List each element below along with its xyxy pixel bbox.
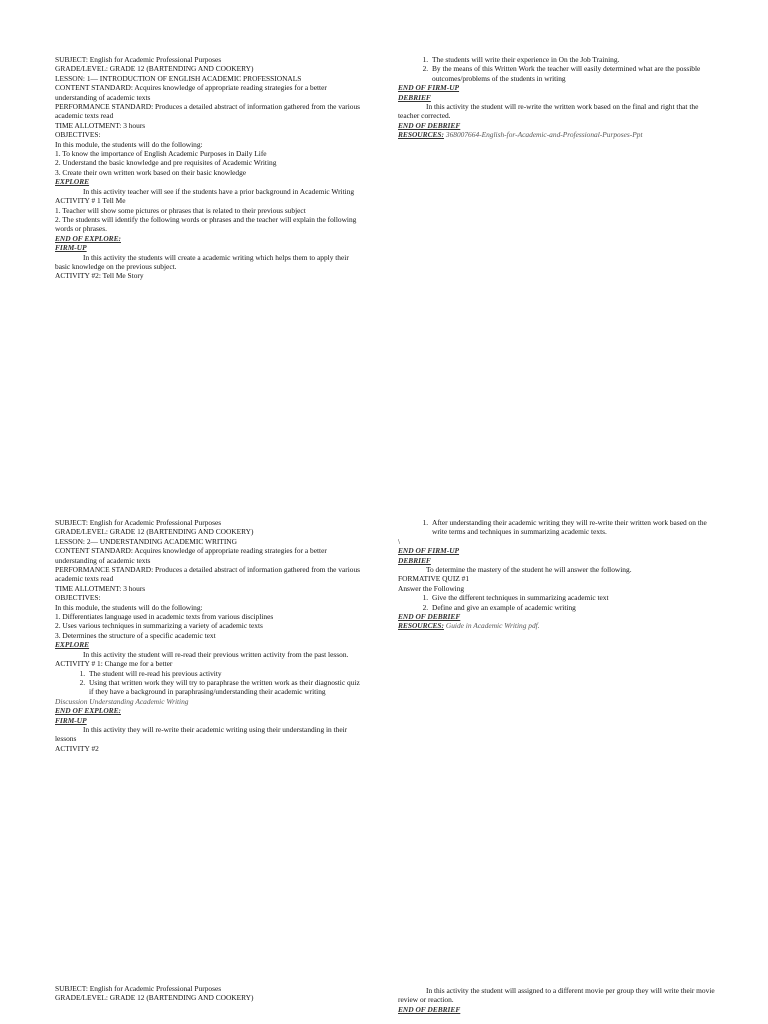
page1-left-column: [55, 55, 365, 281]
list-item: 1. Give the different techniques in summarizing academic text: [430, 593, 716, 602]
objectives-intro: In this module, the students will do the following:: [55, 602, 203, 612]
resources-line: [398, 621, 716, 630]
resources-value: Guide in Academic Writing pdf.: [445, 621, 540, 631]
firmup-text: In this activity the students will create a academic writing which helps them to apply their basic knowledge on the previous subject.: [55, 252, 349, 271]
quiz-title: FORMATIVE QUIZ #1: [398, 574, 470, 584]
page2-right-column: [398, 518, 716, 631]
resources-label: RESOURCES:: [398, 621, 445, 631]
quiz-intro: Answer the Following: [398, 583, 465, 593]
end-debrief: END OF DEBRIEF: [398, 120, 461, 130]
end-debrief: END OF DEBRIEF: [398, 612, 461, 622]
page2-left-column: [55, 518, 365, 753]
activity1-item: 2. The students will identify the following words or phrases and the teacher will explain the following words or phrases.: [55, 214, 357, 234]
quiz-list: [398, 593, 716, 612]
firmup-heading: FIRM-UP: [55, 243, 87, 253]
activity2-title: ACTIVITY #2: Tell Me Story: [55, 271, 144, 281]
grade-line: GRADE/LEVEL: GRADE 12 (BARTENDING AND COOKERY): [55, 64, 254, 74]
resources-label: RESOURCES:: [398, 130, 445, 140]
objective-item: 1. Differentiates language used in academic texts from various disciplines: [55, 612, 274, 622]
objectives-title: OBJECTIVES:: [55, 130, 101, 140]
objective-item: 3. Create their own written work based on their basic knowledge: [55, 167, 247, 177]
objectives-intro: In this module, the students will do the following:: [55, 139, 203, 149]
page3-left-column: [55, 984, 365, 1003]
firmup-text: In this activity they will re-write their academic writing using their understanding in their lessons: [55, 724, 348, 744]
subject-line: SUBJECT: English for Academic Professional Purposes: [55, 518, 222, 527]
objective-item: 1. To know the importance of English Academic Purposes in Daily Life: [55, 149, 267, 159]
activity1-item: 1. Teacher will show some pictures or phrases that is related to their previous subject: [55, 205, 306, 215]
explore-text: In this activity teacher will see if the students have a prior background in Academic Writing: [83, 186, 355, 196]
lesson-title: LESSON: 1— INTRODUCTION OF ENGLISH ACADEMIC PROFESSIONALS: [55, 73, 302, 83]
debrief-text: In this activity the student will re-write the written work based on the final and right that the teacher corrected.: [398, 102, 699, 121]
resources-line: [398, 130, 710, 139]
activity1-title: ACTIVITY # 1: Change me for a better: [55, 659, 173, 669]
resources-value: 368007664-English-for-Academic-and-Professional-Purposes-Ppt: [445, 130, 643, 140]
rewrite-list: [398, 518, 716, 537]
page3-right-column: [398, 986, 716, 1014]
lesson-title: LESSON: 2— UNDERSTANDING ACADEMIC WRITING: [55, 536, 237, 546]
end-firmup: END OF FIRM-UP: [398, 83, 460, 93]
debrief-heading: DEBRIEF: [398, 555, 431, 565]
firmup-heading: FIRM-UP: [55, 715, 87, 725]
list-item: 2. By the means of this Written Work the teacher will easily determined what are the possible outcomes/problems of the students in writing: [430, 64, 710, 83]
time-allotment: TIME ALLOTMENT: 3 hours: [55, 120, 146, 130]
end-explore: END OF EXPLORE:: [55, 706, 121, 716]
performance-standard: PERFORMANCE STANDARD: Produces a detailed abstract of information gathered from the various academic texts read: [55, 102, 361, 121]
objective-item: 2. Understand the basic knowledge and pre requisites of Academic Writing: [55, 158, 277, 168]
objective-item: 2. Uses various techniques in summarizing a variety of academic texts: [55, 621, 263, 631]
end-explore: END OF EXPLORE:: [55, 233, 121, 243]
content-standard: CONTENT STANDARD: Acquires knowledge of appropriate reading strategies for a better understanding of academic texts: [55, 546, 327, 565]
activity1-title: ACTIVITY # 1 Tell Me: [55, 196, 126, 206]
explore-heading: EXPLORE: [55, 640, 90, 650]
objectives-title: OBJECTIVES:: [55, 593, 101, 603]
content-standard: CONTENT STANDARD: Acquires knowledge of appropriate reading strategies for a better understanding of academic texts: [55, 83, 327, 102]
debrief-heading: DEBRIEF: [398, 92, 431, 102]
subject-line: SUBJECT: English for Academic Professional Purposes: [55, 984, 222, 993]
explore-heading: EXPLORE: [55, 177, 90, 187]
discussion-note: Discussion Understanding Academic Writing: [55, 696, 189, 706]
explore-text: In this activity the student will re-read their previous written activity from the past lesson.: [83, 649, 349, 659]
activity2-title: ACTIVITY #2: [55, 743, 99, 753]
activity1-list: [55, 669, 365, 697]
time-allotment: TIME ALLOTMENT: 3 hours: [55, 583, 146, 593]
list-item: 1. The students will write their experience in On the Job Training.: [430, 55, 710, 64]
list-item: 2. Define and give an example of academic writing: [430, 603, 716, 612]
subject-line: SUBJECT: English for Academic Professional Purposes: [55, 55, 222, 64]
list-item: 1. The student will re-read his previous activity: [87, 669, 365, 678]
experience-list: [398, 55, 710, 83]
performance-standard: PERFORMANCE STANDARD: Produces a detailed abstract of information gathered from the various academic texts read: [55, 565, 361, 584]
list-item: 2. Using that written work they will try to paraphrase the written work as their diagnostic quiz if they have a background in paraphrasing/understanding their academic writing: [87, 678, 365, 697]
grade-line: GRADE/LEVEL: GRADE 12 (BARTENDING AND COOKERY): [55, 527, 254, 537]
stray-backslash: \: [398, 536, 401, 546]
end-debrief: END OF DEBRIEF: [398, 1004, 461, 1014]
grade-line: GRADE/LEVEL: GRADE 12 (BARTENDING AND COOKERY): [55, 993, 254, 1003]
movie-review-text: In this activity the student will assigned to a different movie per group they will write their movie review or reaction.: [398, 986, 715, 1005]
page1-right-column: [398, 55, 710, 140]
objective-item: 3. Determines the structure of a specific academic text: [55, 630, 216, 640]
list-item: 1. After understanding their academic writing they will re-write their written work based on the write terms and techniques in summarizing academic texts.: [430, 518, 716, 537]
end-firmup: END OF FIRM-UP: [398, 546, 460, 556]
debrief-text: To determine the mastery of the student he will answer the following.: [426, 565, 632, 575]
